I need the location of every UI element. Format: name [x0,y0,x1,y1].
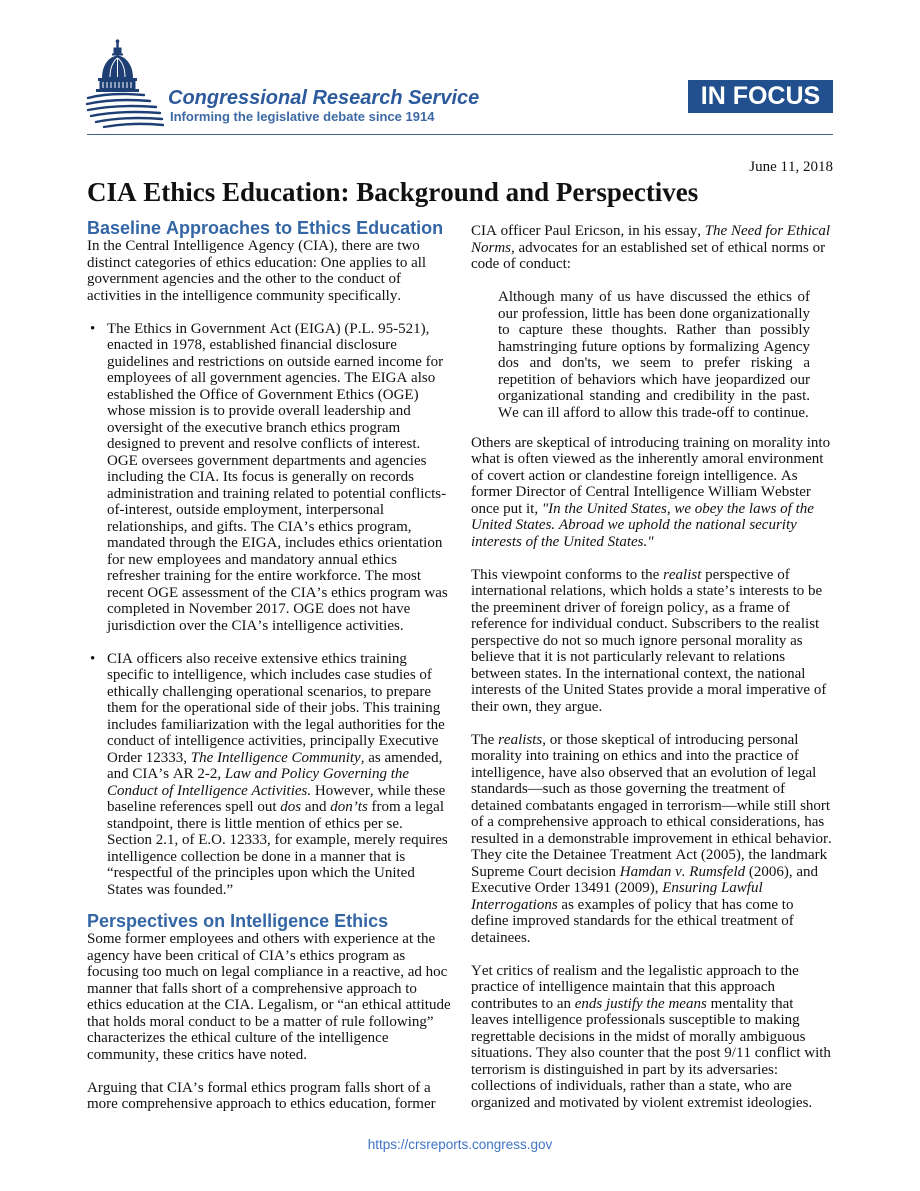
text-run: CIA officer Paul Ericson, in his essay, [471,223,705,239]
bullet-text [107,321,448,634]
text-run: This viewpoint conforms to the [471,566,664,583]
italic-text-run: realists [498,731,543,748]
italic-text-run: Law and Policy Governing the Conduct of Intelligence Activities. [107,766,410,799]
italic-text-run: Hamdan v. Rumsfeld [619,863,746,880]
text-run: CIA officers also receive extensive ethics training specific to intelligence, which includes case studies of ethically challenging operational scenarios, to prepare them for the operational side of their jobs. This training includes familiarization with the legal authorities for the conduct of intelligence activities, principally Executive Order 12333, [107,650,445,766]
bullet-icon [90,321,95,338]
text-run: Arguing that CIA’s formal ethics program falls short of a more comprehensive approach to ethics education, former [87,1079,436,1112]
paragraph [471,223,834,273]
right-column [471,223,834,1111]
italic-text-run: Ensuring Lawful Interrogations [471,880,763,913]
text-run: from a legal standpoint, there is little mention of ethics per se. Section 2.1, of E.O. 12333, for example, merely requires intelligence collection be done in a manner that is “respectful of the principles upon which the United States was founded.” [107,799,448,898]
text-run: However, while these baseline references spell out [107,782,446,815]
section-heading-perspectives: Perspectives on Intelligence Ethics [87,911,389,931]
in-focus-badge: IN FOCUS [688,80,833,113]
text-run: mentality that leaves intelligence professionals susceptible to making regrettable decisions in the midst of morally ambiguous situations. They also counter that the post 9/11 conflict with terrorism is distinguished in part by its adversaries: collections of individuals, rather than a state, who are organized and motivated by violent extremist ideologies. [471,995,831,1111]
org-name: Congressional Research Service [168,87,480,109]
paragraph [471,963,834,1112]
text-run: (2006), and Executive Order 13491 (2009), [471,863,819,896]
text-run: The [471,731,499,748]
italic-text-run: dos [280,799,302,815]
italic-text-run: "In the United States, we obey the laws of the United States. Abroad we uphold the national security interests of the United States." [471,500,814,550]
text-run: The Ethics in Government Act (EIGA) (P.L. 95-521), enacted in 1978, established financial disclosure guidelines and restrictions on outside earned income for employees of all government agencies. The EIGA also established the Office of Government Ethics (OGE) whose mission is to provide overall leadership and oversight of the executive branch ethics program designed to prevent and resolve conflicts of interest. OGE oversees government departments and agencies including the CIA. Its focus is generally on records administration and training related to potential conflicts-of-interest, outside employment, interpersonal relationships, and gifts. The CIA’s ethics program, mandated through the EIGA, includes ethics orientation for new employees and mandatory annual ethics refresher training for the entire workforce. The most recent OGE assessment of the CIA’s ethics program was completed in November 2017. OGE does not have jurisdiction over the CIA’s intelligence activities. [107,320,448,634]
paragraph [87,238,451,304]
paragraph [87,931,451,1063]
bullet-item [87,321,451,635]
text-run: as examples of policy that has come to define improved standards for the ethical treatment of detainees. [471,896,794,946]
footer-url-link[interactable]: https://crsreports.congress.gov [367,1137,553,1152]
text-run: and [301,799,331,815]
text-run: , or those skeptical of introducing personal morality into training on ethics and into the practice of intelligence, have also observed that an evolution of legal standards—such as those governing the treatment of detained combatants engaged in terrorism—while still short of a comprehensive approach to ethical considerations, has resulted in a demonstrable improvement in ethical behavior. They cite the Detainee Treatment Act (2005), the landmark Supreme Court decision [471,731,832,880]
capitol-dome-icon [84,38,166,130]
left-column [87,219,451,1113]
org-tagline: Informing the legislative debate since 1914 [170,109,435,124]
text-run: advocates for an established set of ethical norms or code of conduct: [471,239,826,272]
paragraph [471,732,834,947]
paragraph [471,435,834,551]
italic-text-run: The Intelligence Community, [190,749,365,766]
text-run: Although many of us have discussed the ethics of our profession, little has been done organizationally to capture these thoughts. Rather than possibly hamstringing future options by formalizing Agency dos and don'ts, we seem to prefer risking a repetition of behaviors which have jeopardized our organizational standing and credibility in the past. We can ill afford to allow this trade-off to continue. [498,289,810,421]
text-run: Some former employees and others with experience at the agency have been critical of CIA’s ethics program as focusing too much on legal compliance in a reactive, ad hoc manner that falls short of a comprehensive approach to ethics education at the CIA. Legalism, or “an ethical attitude that holds moral conduct to be a matter of rule following” characterizes the ethical culture of the intelligence community, these critics have noted. [87,931,451,1063]
document-title: CIA Ethics Education: Background and Perspectives [87,177,699,207]
publication-date: June 11, 2018 [749,159,833,175]
paragraph [87,1080,451,1113]
italic-text-run: realist [663,566,702,583]
text-run: In the Central Intelligence Agency (CIA), there are two distinct categories of ethics education: One applies to all government agencies and the other to the conduct of activities in the intelligence community specifically. [87,238,427,304]
paragraph [471,567,834,716]
bullet-text [107,651,448,898]
header-divider [87,134,833,135]
italic-text-run: don’ts [330,799,368,815]
text-run: as amended, and CIA’s AR 2-2, [107,749,443,782]
bullet-list [87,321,451,899]
text-run: perspective of international relations, which holds a state’s interests to be the preeminent driver of foreign policy, as a frame of reference for individual conduct. Subscribers to the realist perspective do not so much ignore personal morality as believe that it is not particularly relevant to relations between states. In the international context, the national interests of the United States provide a moral imperative of their own, they argue. [471,566,827,715]
italic-text-run: The Need for Ethical Norms, [471,223,831,256]
bullet-item [87,651,451,899]
italic-text-run: ends justify the means [574,995,707,1012]
block-quote [498,289,810,421]
text-run: Yet critics of realism and the legalistic approach to the practice of intelligence maintain that this approach contributes to an [471,962,799,1012]
section-heading-baseline: Baseline Approaches to Ethics Education [87,218,444,238]
bullet-icon [90,651,95,668]
text-run: Others are skeptical of introducing training on morality into what is often viewed as the inherently amoral environment of covert action or clandestine foreign intelligence. As former Director of Central Intelligence William Webster once put it, [471,434,831,517]
